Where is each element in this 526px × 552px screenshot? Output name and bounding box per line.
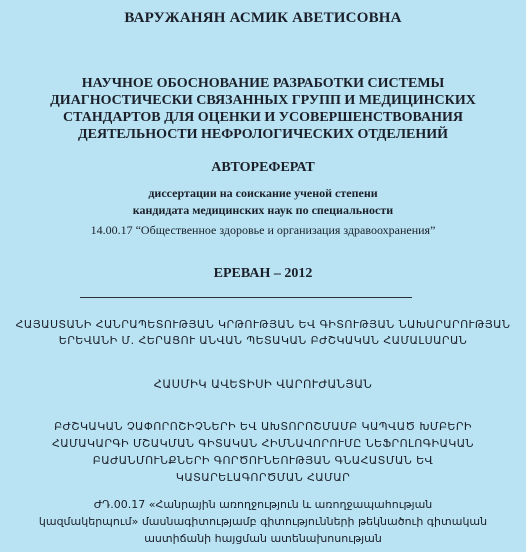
title-line-3: СТАНДАРТОВ ДЛЯ ОЦЕНКИ И УСОВЕРШЕНСТВОВАНИЯ [63,110,463,125]
specialty: 14.00.17 “Общественное здоровье и организация здравоохранения” [90,223,436,237]
armenian-specialty-line-3: աստիճանի հայցման ատենախոսության [144,532,382,545]
armenian-title-line-2: ՀԱՄԱԿԱՐԳԻ ՄՇԱԿՄԱՆ ԳԻՏԱԿԱՆ ՀԻՄՆԱՎՈՐՈՒՄԸ ՆԵՖՐՈԼՈԳԻԱԿԱՆ [52,437,474,450]
dissertation-line-1: диссертации на соискание ученой степени [148,186,378,200]
title-line-2: ДИАГНОСТИЧЕСКИ СВЯЗАННЫХ ГРУПП И МЕДИЦИНСКИХ [50,93,476,108]
dissertation-line-2: кандидата медицинских наук по специальности [132,203,394,217]
city-year: ЕРЕВАН – 2012 [213,266,313,281]
armenian-title-line-1: ԲԺՇԿԱԿԱՆ ՉԱՓՈՐՈՇԻՉՆԵՐԻ ԵՎ ԱԽՏՈՐՈՇՄԱՄԲ ԿԱՊՎԱԾ ԽՄԲԵՐԻ [54,420,472,433]
title-line-4: ДЕЯТЕЛЬНОСТИ НЕФРОЛОГИЧЕСКИХ ОТДЕЛЕНИЙ [77,127,449,142]
armenian-specialty-line-1: ԺԴ.00.17 «Հանրային առողջություն և առողջապահության [93,498,433,511]
author-name: ВАРУЖАНЯН АСМИК АВЕТИСОВНА [124,10,402,26]
armenian-institution-line-2: ԵՐԵՎԱՆԻ Մ. ՀԵՐԱՑՈՒ ԱՆՎԱՆ ՊԵՏԱԿԱՆ ԲԺՇԿԱԿԱՆ ՀԱՄԱԼՍԱՐԱՆ [58,334,468,347]
armenian-title-line-4: ԿԱՏԱՐԵԼԱԳՈՐԾՄԱՆ ՀԱՄԱՐ [175,471,351,484]
armenian-specialty-line-2: կազմակերպում» մասնագիտությամբ գիտությունների թեկնածուի գիտական [38,515,488,528]
armenian-title-line-3: ԲԱԺԱՆՄՈՒՆՔՆԵՐԻ ԳՈՐԾՈՒՆԵՈՒԹՅԱՆ ԳՆԱՀԱՏՄԱՆ ԵՎ [92,454,434,467]
armenian-institution-line-1: ՀԱՅԱՍՏԱՆԻ ՀԱՆՐԱՊԵՏՈՒԹՅԱՆ ԿՐԹՈՒԹՅԱՆ ԵՎ ԳԻՏՈՒԹՅԱՆ ՆԱԽԱՐԱՐՈՒԹՅԱՆ [15,318,511,331]
divider-line [80,297,412,298]
document-type: АВТОРЕФЕРАТ [211,160,315,175]
title-line-1: НАУЧНОЕ ОБОСНОВАНИЕ РАЗРАБОТКИ СИСТЕМЫ [81,76,445,91]
armenian-author-name: ՀԱՍՄԻԿ ԱՎԵՏԻՍԻ ՎԱՐՈՒԺԱՆՅԱՆ [153,377,373,391]
